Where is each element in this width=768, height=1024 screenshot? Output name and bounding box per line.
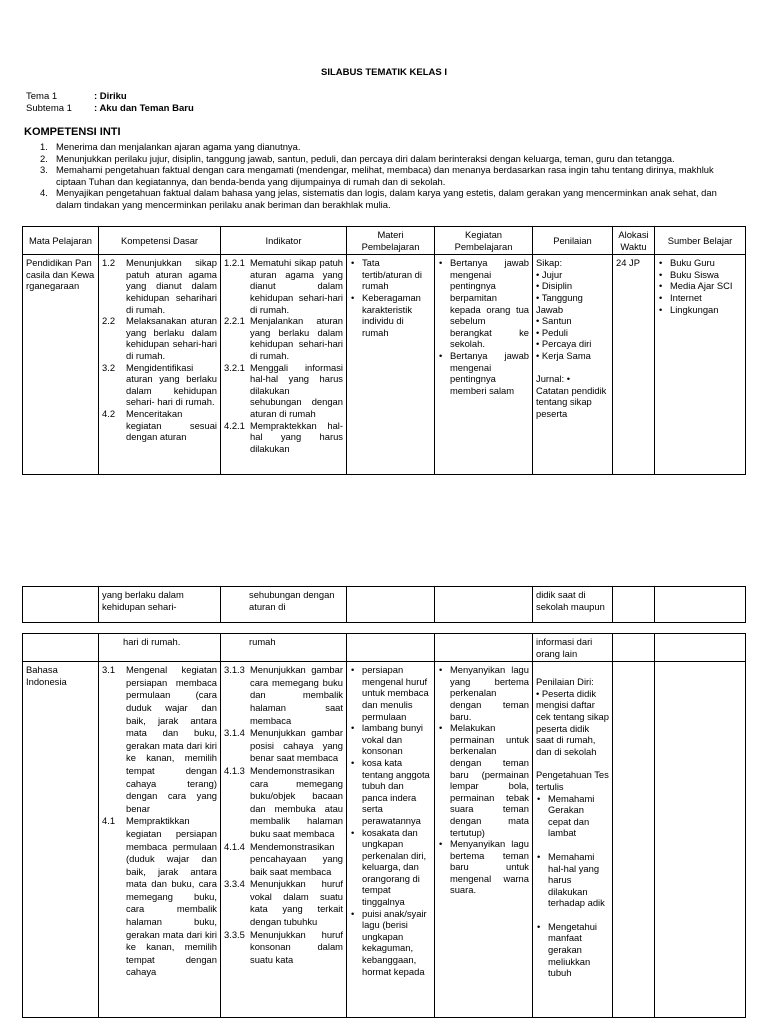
cell-materi-empty: [347, 587, 435, 623]
materi-item: • Keberagaman karakteristik individu di rumah: [350, 292, 431, 338]
indikator-item: [224, 315, 343, 361]
header-materi: Materi Pembelajaran: [347, 227, 435, 255]
meta-subtema: [26, 103, 194, 115]
indikator-number: 3.2.1: [224, 361, 245, 373]
header-kompetensi-dasar: Kompetensi Dasar: [99, 227, 221, 255]
materi-item: • kosakata dan ungkapan perkenalan diri, keluarga, dan orangorang di tempat tinggalnya: [350, 827, 431, 908]
indikator-number: 3.3.4: [224, 878, 245, 890]
cell-kegiatan: [435, 662, 533, 1018]
document-title: SILABUS TEMATIK KELAS I: [321, 67, 447, 78]
penilaian-text: Sikap: • Jujur • Disiplin • Tanggung Jawab • Santun • Peduli • Percaya diri • Kerja Sama Jurnal: • Catatan pendidik tentang sikap peserta: [536, 257, 607, 419]
pengetahuan-item: • Memahami hal-hal yang harus dilakukan terhadap adik: [536, 851, 609, 909]
cell-penilaian-cont: didik saat di sekolah maupun: [533, 587, 613, 623]
penilaian-diri-heading: Penilaian Diri:: [536, 676, 594, 688]
kegiatan-item: • Menyanyikan lagu yang bertema perkenalan dengan teman baru.: [438, 664, 529, 722]
indikator-number: 2.2.1: [224, 315, 245, 327]
silabus-table-continuation-2: [22, 633, 746, 1018]
meta-subtema-value: : Aku dan Teman Baru: [94, 103, 194, 114]
kd-text: Mempraktikkan kegiatan persiapan membaca permulaan (duduk wajar dan baik, jarak antara mata dan buku, cara memegang buku, cara membalik halaman buku, gerakan mata dari kiri ke kanan, memilih tempat dengan cahaya: [126, 815, 217, 978]
cell-sumber-empty: [655, 634, 746, 662]
ki-item-text: Menunjukkan perilaku jujur, disiplin, tanggung jawab, santun, peduli, dan percaya diri dalam berinteraksi dengan keluarga, teman, guru dan tetangga.: [56, 152, 675, 164]
header-penilaian: Penilaian: [533, 227, 613, 255]
cell-kegiatan-empty: [435, 634, 533, 662]
indikator-number: 1.2.1: [224, 257, 245, 269]
kd-item: [102, 257, 217, 315]
indikator-text: Mematuhi sikap patuh aturan agama yang dianut dalam kehidupan sehari-hari di rumah.: [250, 257, 343, 315]
cell-kegiatan-empty: [435, 587, 533, 623]
header-mata-pelajaran: Mata Pelajaran: [23, 227, 99, 255]
pengetahuan-heading: Pengetahuan Tes tertulis: [536, 769, 609, 792]
kegiatan-item: • Bertanya jawab mengenai pentingnya memberi salam: [438, 350, 529, 396]
indikator-item: [224, 362, 343, 420]
kd-number: 1.2: [102, 257, 116, 269]
materi-item: • Tata tertib/aturan di rumah: [350, 257, 431, 292]
kd-text: Melaksanakan aturan yang berlaku dalam kehidupan sehari-hari di rumah.: [126, 315, 217, 361]
cell-penilaian: [533, 662, 613, 1018]
ki-heading: KOMPETENSI INTI: [24, 126, 121, 138]
ki-item-number: 1.: [40, 141, 48, 152]
cell-indikator-cont: sehubungan dengan aturan di: [221, 587, 347, 623]
kd-text: Menceritakan kegiatan sesuai dengan aturan: [126, 407, 217, 443]
indikator-item: [224, 878, 343, 928]
indikator-number: 4.2.1: [224, 419, 245, 431]
cell-sumber-empty: [655, 662, 746, 1018]
silabus-table-continuation-1: [22, 586, 746, 623]
indikator-text: Menunjukkan gambar cara memegang buku dan membalik halaman saat membaca: [250, 664, 343, 726]
meta-tema-label: Tema 1: [26, 91, 58, 102]
indikator-number: 3.1.3: [224, 664, 245, 676]
cell-penilaian: [533, 255, 613, 475]
table-header-row: [23, 227, 746, 255]
ki-item: [26, 153, 726, 165]
header-kegiatan: Kegiatan Pembelajaran: [435, 227, 533, 255]
cell-mapel: Bahasa Indonesia: [23, 662, 99, 1018]
header-alokasi: Alokasi Waktu: [613, 227, 655, 255]
indikator-item: [224, 841, 343, 879]
kd-item: [102, 664, 217, 815]
penilaian-diri-text: • Peserta didik mengisi daftar cek tentang sikap peserta didik saat di rumah, dan di sekolah: [536, 687, 609, 757]
cell-kegiatan: [435, 255, 533, 475]
cell-mapel-empty: [23, 634, 99, 662]
header-sumber: Sumber Belajar: [655, 227, 746, 255]
cell-kd-cont: yang berlaku dalam kehidupan sehari-: [99, 587, 221, 623]
kd-item: [102, 315, 217, 361]
ki-item: [26, 164, 726, 187]
sumber-item: • Internet: [658, 292, 742, 304]
materi-list: [350, 257, 431, 338]
cell-materi: [347, 662, 435, 1018]
meta-tema-value: : Diriku: [94, 91, 127, 102]
kd-number: 4.2: [102, 407, 116, 419]
cell-mapel-empty: [23, 587, 99, 623]
indikator-number: 3.3.5: [224, 928, 245, 940]
indikator-text: Menunjukkan huruf vokal dalam suatu kata yang terkait dengan tubuhku: [250, 878, 343, 928]
cell-indikator: [221, 662, 347, 1018]
indikator-item: [224, 765, 343, 841]
table-row-bahasa-indonesia: [23, 662, 746, 1018]
indikator-number: 3.1.4: [224, 727, 245, 739]
cell-materi: [347, 255, 435, 475]
indikator-text: Menggali informasi hal-hal yang harus dilakukan sehubungan dengan aturan di rumah: [250, 361, 343, 419]
cell-indikator-cont: rumah: [221, 634, 347, 662]
ki-list: [26, 141, 726, 211]
indikator-text: Menunjukkan huruf konsonan dalam suatu kata: [250, 928, 343, 965]
kegiatan-item: • Bertanya jawab mengenai pentingnya berpamitan kepada orang tua sebelum berangkat ke sekolah.: [438, 257, 529, 350]
cell-mapel: Pendidikan Pancasila dan Kewarganegaraan: [23, 255, 99, 475]
silabus-table-main: [22, 226, 746, 475]
ki-item-text: Menyajikan pengetahuan faktual dalam bahasa yang jelas, sistematis dan logis, dalam karya yang estetis, dalam gerakan yang mencerminkan anak sehat, dan dalam tindakan yang mencerminkan perilaku anak beriman dan berakhlak mulia.: [56, 187, 717, 210]
cell-kd: [99, 255, 221, 475]
cell-kd: [99, 662, 221, 1018]
kegiatan-list: [438, 257, 529, 396]
cell-penilaian-cont: informasi dari orang lain: [533, 634, 613, 662]
ki-item-text: Menerima dan menjalankan ajaran agama yang dianutnya.: [56, 141, 301, 152]
indikator-text: Mendemonstrasikan cara memegang buku/objek bacaan dan membuka atau membalik halaman buku saat membaca: [250, 764, 343, 839]
materi-item: • puisi anak/syair lagu (berisi ungkapan kekaguman, kebanggaan, hormat kepada: [350, 908, 431, 978]
kd-number: 4.1: [102, 815, 116, 827]
indikator-text: Mempraktekkan hal-hal yang harus dilakukan: [250, 419, 343, 454]
cell-alokasi-empty: [613, 634, 655, 662]
cell-alokasi-empty: [613, 662, 655, 1018]
meta-subtema-label: Subtema 1: [26, 103, 72, 114]
sumber-item: • Buku Siswa: [658, 269, 742, 281]
indikator-item: [224, 727, 343, 765]
kegiatan-item: • Menyanyikan lagu bertema teman baru untuk mengenal warna suara.: [438, 838, 529, 896]
indikator-item: [224, 420, 343, 455]
kd-text: Menunjukkan sikap patuh aturan agama yang dianut dalam kehidupan seharihari di rumah.: [126, 257, 217, 315]
materi-list: [350, 664, 431, 977]
indikator-text: Mendemonstrasikan pencahayaan yang baik saat membaca: [250, 840, 343, 877]
ki-item-text: Memahami pengetahuan faktual dengan cara mengamati (mendengar, melihat, membaca) dan menanya berdasarkan rasa ingin tahu tentang dirinya, makhluk ciptaan Tuhan dan kegiatannya, dan benda-benda yang dijumpainya di rumah dan di sekolah.: [56, 164, 714, 187]
cell-alokasi-empty: [613, 587, 655, 623]
ki-item-number: 3.: [40, 164, 48, 176]
cell-sumber-empty: [655, 587, 746, 623]
kd-text: Mengidentifikasi aturan yang berlaku dalam kehidupan sehari- hari di rumah.: [126, 361, 217, 408]
pengetahuan-item: • Memahami Gerakan cepat dan lambat: [536, 793, 609, 839]
materi-item: • lambang bunyi vokal dan konsonan: [350, 722, 431, 757]
cell-indikator: [221, 255, 347, 475]
kd-number: 3.2: [102, 361, 116, 373]
indikator-item: [224, 929, 343, 967]
materi-item: • kosa kata tentang anggota tubuh dan panca indera serta perawatannya: [350, 757, 431, 827]
cell-alokasi: 24 JP: [613, 255, 655, 475]
kd-number: 3.1: [102, 664, 116, 676]
kd-item: [102, 362, 217, 408]
materi-item: • persiapan mengenal huruf untuk membaca dan menulis permulaan: [350, 664, 431, 722]
cell-sumber: [655, 255, 746, 475]
kd-item: [102, 408, 217, 443]
kd-number: 2.2: [102, 315, 116, 327]
kegiatan-item: • Melakukan permainan untuk berkenalan dengan teman baru (permainan lempar bola, permainan tebak suara teman dengan mata tertutup): [438, 722, 529, 838]
kd-text: Mengenal kegiatan persiapan membaca permulaan (cara duduk wajar dan baik, jarak antara mata dan buku, gerakan mata dari kiri ke kanan, memilih tempat dengan cahaya terang) dengan cara yang benar: [126, 664, 217, 814]
ki-item-number: 2.: [40, 152, 48, 164]
kegiatan-list: [438, 664, 529, 896]
indikator-number: 4.1.4: [224, 840, 245, 852]
indikator-item: [224, 664, 343, 727]
table-row-ppkn: [23, 255, 746, 475]
table-row-continuation: [23, 587, 746, 623]
pengetahuan-item: • Mengetahui manfaat gerakan meliukkan tubuh: [536, 921, 609, 979]
kd-item: [102, 815, 217, 979]
indikator-item: [224, 257, 343, 315]
table-row-continuation: [23, 634, 746, 662]
indikator-number: 4.1.3: [224, 764, 245, 776]
cell-materi-empty: [347, 634, 435, 662]
cell-kd-cont: hari di rumah.: [99, 634, 221, 662]
sumber-item: • Buku Guru: [658, 257, 742, 269]
indikator-text: Menunjukkan gambar posisi cahaya yang benar saat membaca: [250, 727, 343, 764]
sumber-item: • Lingkungan: [658, 304, 742, 316]
sumber-item: • Media Ajar SCI: [658, 280, 742, 292]
ki-item-number: 4.: [40, 187, 48, 199]
ki-item: [26, 187, 726, 210]
sumber-list: [658, 257, 742, 315]
ki-item: [26, 141, 726, 153]
meta-tema: [26, 91, 127, 103]
header-indikator: Indikator: [221, 227, 347, 255]
pengetahuan-list: [536, 793, 609, 979]
indikator-text: Menjalankan aturan yang berlaku dalam kehidupan sehari-hari di rumah.: [250, 315, 343, 361]
